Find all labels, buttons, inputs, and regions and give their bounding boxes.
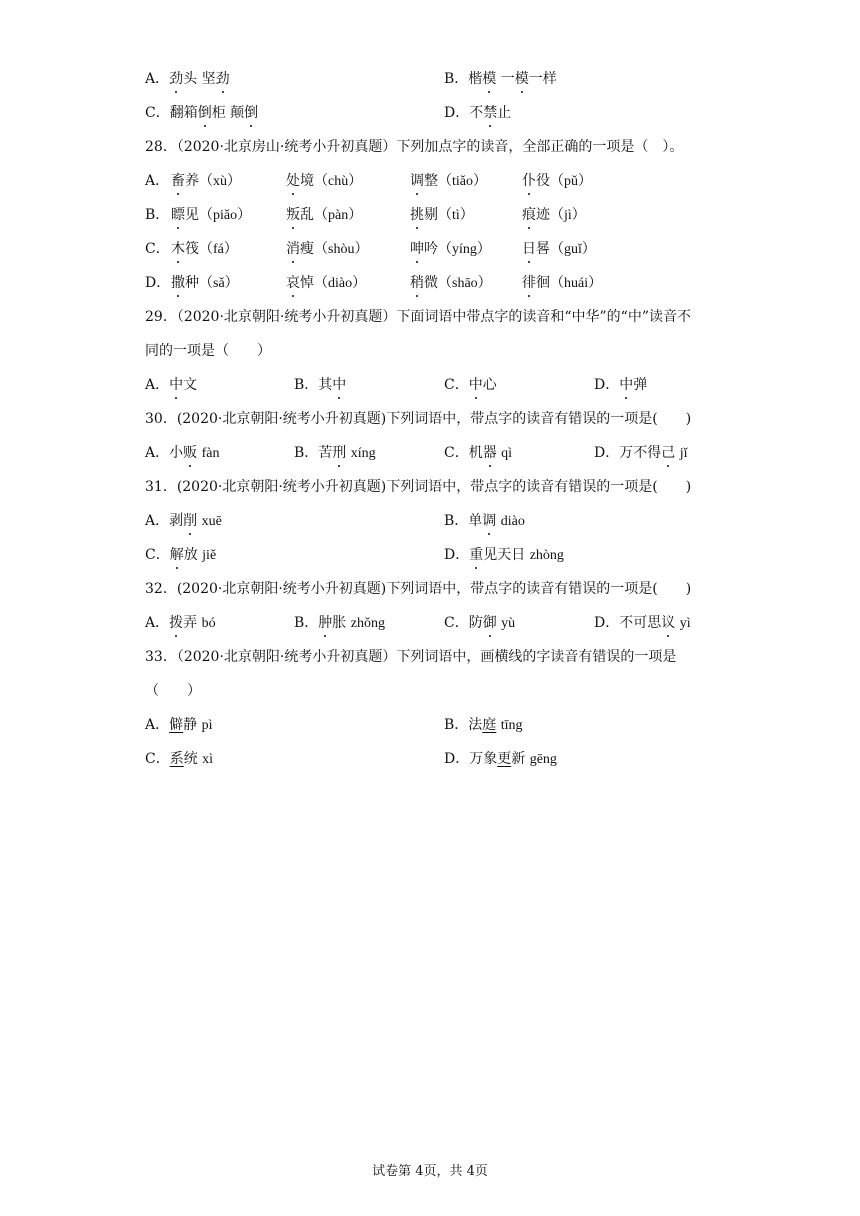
pinyin: xuē — [201, 514, 222, 529]
word-rest: 乱 — [300, 207, 314, 223]
q31-option-c — [145, 544, 216, 566]
q28-word-item — [410, 272, 492, 294]
q32-option-a — [145, 612, 216, 634]
option-letter: D． — [594, 445, 620, 461]
dotted-char: 仆 — [522, 170, 536, 192]
word-part: 静 — [183, 717, 198, 733]
dotted-char: 中 — [619, 374, 633, 396]
underlined-char: 更 — [497, 751, 512, 767]
word-part: 心 — [482, 377, 497, 393]
q28-word-item — [171, 204, 251, 226]
pinyin: tīng — [500, 718, 523, 733]
q30-option-c — [444, 442, 512, 464]
q29-option-c — [444, 374, 497, 396]
option-letter: D． — [444, 751, 470, 767]
word-rest: 微 — [424, 275, 438, 291]
q31-option-d — [444, 544, 564, 566]
dotted-char: 贩 — [183, 442, 197, 464]
word-rest: 晷 — [536, 241, 550, 257]
q28-option-row — [145, 272, 170, 294]
dotted-char: 器 — [483, 442, 497, 464]
q28-option-row — [145, 170, 169, 192]
pinyin: jiě — [202, 548, 217, 563]
word-rest: 悼 — [300, 275, 314, 291]
q28-word-item — [286, 238, 368, 260]
pinyin: fàn — [201, 446, 220, 461]
pinyin: （piǎo） — [199, 208, 252, 223]
option-letter: A． — [145, 445, 170, 461]
pinyin: pì — [201, 718, 213, 733]
q32-stem: 32．(2020·北京朝阳·统考小升初真题)下列词语中，带点字的读音有错误的一项是( ) — [145, 581, 692, 597]
q29-option-b — [294, 374, 346, 396]
word-rest: 种 — [185, 275, 199, 291]
pinyin: xíng — [350, 446, 376, 461]
pinyin: zhǒng — [350, 616, 385, 631]
word-part: 统 — [183, 751, 198, 767]
word-part: 万不得 — [619, 445, 662, 461]
word-rest: 吟 — [424, 241, 438, 257]
q28-option-row — [145, 204, 169, 226]
q32-option-d — [594, 612, 691, 634]
pinyin: yì — [679, 616, 691, 631]
dotted-char: 瞟 — [171, 204, 185, 226]
option-letter: D． — [145, 275, 171, 291]
word-part: 文 — [183, 377, 198, 393]
underlined-char: 系 — [169, 751, 184, 767]
dotted-char: 禁 — [483, 102, 497, 124]
q28-stem: 28．（2020·北京房山·统考小升初真题）下列加点字的读音，全部正确的一项是（ ）。 — [145, 139, 684, 155]
q32-option-c — [444, 612, 515, 634]
dotted-char: 御 — [483, 612, 497, 634]
option-letter: A． — [145, 377, 170, 393]
word-part: 新 — [511, 751, 526, 767]
word-rest: 养 — [185, 173, 199, 189]
word-rest: 筏 — [185, 241, 199, 257]
word-rest: 瘦 — [300, 241, 314, 257]
dotted-char: 解 — [170, 544, 184, 566]
q30-option-b — [294, 442, 376, 464]
q29-stem-line2: 同的一项是（ ） — [145, 343, 271, 359]
dotted-char: 叛 — [286, 204, 300, 226]
dotted-char: 中 — [169, 374, 183, 396]
word-part: 万象 — [469, 751, 498, 767]
q33-option-a — [145, 714, 212, 736]
word-rest: 整 — [424, 173, 438, 189]
option-letter: A． — [145, 513, 170, 529]
q33-option-c — [145, 748, 213, 770]
word-rest: 剔 — [424, 207, 438, 223]
word-rest: 迹 — [536, 207, 550, 223]
option-letter: A． — [145, 173, 170, 189]
q30-stem: 30．(2020·北京朝阳·统考小升初真题)下列词语中，带点字的读音有错误的一项是( ) — [145, 411, 692, 427]
q31-option-b — [444, 510, 525, 532]
dotted-char: 削 — [183, 510, 197, 532]
word-part: 机 — [468, 445, 483, 461]
q28-word-item — [171, 238, 238, 260]
q33-option-d — [444, 748, 557, 770]
pinyin: （pǔ） — [550, 174, 592, 189]
dotted-char: 倒 — [244, 102, 258, 124]
word-part: 单 — [468, 513, 483, 529]
q31-stem: 31．(2020·北京朝阳·统考小升初真题)下列词语中，带点字的读音有错误的一项是( ) — [145, 479, 692, 495]
word-rest: 境 — [300, 173, 314, 189]
word-part: 剥 — [169, 513, 184, 529]
q27-option-c: C．翻箱倒柜 颠倒 — [145, 102, 258, 124]
dotted-char: 哀 — [286, 272, 300, 294]
q29-option-a — [145, 374, 197, 396]
q28-word-item — [286, 204, 362, 226]
word-part: 弄 — [183, 615, 198, 631]
dotted-char: 刑 — [332, 442, 346, 464]
dotted-char: 调 — [410, 170, 424, 192]
dotted-char: 徘 — [522, 272, 536, 294]
q28-word-item — [522, 238, 596, 260]
word-part: 弹 — [633, 377, 648, 393]
option-letter: D． — [444, 547, 470, 563]
dotted-char: 稍 — [410, 272, 424, 294]
pinyin: （diào） — [314, 276, 367, 291]
pinyin: （fá） — [199, 242, 238, 257]
dotted-char: 重 — [469, 544, 483, 566]
dotted-char: 呻 — [410, 238, 424, 260]
q31-option-a — [145, 510, 222, 532]
word-part: 苦 — [318, 445, 333, 461]
pinyin: （huái） — [550, 276, 603, 291]
pinyin: （yíng） — [438, 242, 491, 257]
q33-stem-line1: 33．（2020·北京朝阳·统考小升初真题）下列词语中，画横线的字读音有错误的一项是 — [145, 649, 677, 665]
pinyin: qì — [501, 446, 513, 461]
dotted-char: 己 — [661, 442, 675, 464]
pinyin: （jì） — [550, 208, 586, 223]
dotted-char: 撒 — [171, 272, 185, 294]
pinyin: xì — [202, 752, 214, 767]
q32-option-b — [294, 612, 385, 634]
q28-word-item — [410, 170, 487, 192]
q28-word-item — [522, 170, 592, 192]
dotted-char: 劲 — [216, 68, 230, 90]
q28-word-item — [171, 170, 241, 192]
q28-word-item — [286, 170, 362, 192]
dotted-char: 拨 — [169, 612, 183, 634]
q29-stem-line1: 29．（2020·北京朝阳·统考小升初真题）下面词语中带点字的读音和“中华”的“中”读音不 — [145, 309, 691, 325]
pinyin: （pàn） — [314, 208, 363, 223]
pinyin: （shòu） — [314, 242, 369, 257]
q28-word-item — [522, 272, 602, 294]
dotted-char: 木 — [171, 238, 185, 260]
page-footer: 试卷第 4页，共 4页 — [372, 1164, 488, 1179]
option-letter: D． — [594, 615, 620, 631]
word-part: 胀 — [332, 615, 347, 631]
dotted-char: 消 — [286, 238, 300, 260]
option-letter: C． — [145, 547, 170, 563]
word-part: 见天日 — [483, 547, 526, 563]
q33-option-b — [444, 714, 523, 736]
dotted-char: 劲 — [169, 68, 183, 90]
underlined-char: 僻 — [169, 717, 184, 733]
pinyin: （xù） — [199, 174, 241, 189]
word-rest: 见 — [185, 207, 199, 223]
dotted-char: 中 — [469, 374, 483, 396]
q27-option-d: D．不禁止 — [444, 102, 511, 124]
dotted-char: 日 — [522, 238, 536, 260]
word-part: 其 — [318, 377, 333, 393]
option-letter: B． — [145, 207, 170, 223]
option-letter: C． — [145, 241, 170, 257]
word-part: 防 — [468, 615, 483, 631]
option-letter: C． — [145, 751, 170, 767]
dotted-char: 模 — [482, 68, 496, 90]
word-rest: 徊 — [536, 275, 550, 291]
dotted-char: 痕 — [522, 204, 536, 226]
q28-word-item — [410, 238, 491, 260]
dotted-char: 肿 — [318, 612, 332, 634]
q28-word-item — [286, 272, 366, 294]
pinyin: （chù） — [314, 174, 363, 189]
q28-word-item — [410, 204, 474, 226]
pinyin: bó — [201, 616, 216, 631]
option-letter: C． — [444, 377, 469, 393]
dotted-char: 处 — [286, 170, 300, 192]
dotted-char: 调 — [482, 510, 496, 532]
word-part: 小 — [169, 445, 184, 461]
option-letter: B． — [294, 615, 319, 631]
dotted-char: 中 — [332, 374, 346, 396]
word-part: 法 — [468, 717, 483, 733]
option-letter: B． — [444, 513, 469, 529]
underlined-char: 庭 — [482, 717, 497, 733]
q28-option-row — [145, 238, 170, 260]
q27-option-a: A．劲头 坚劲 — [145, 68, 230, 90]
pinyin: gēng — [529, 752, 557, 767]
pinyin: （sǎ） — [199, 276, 239, 291]
pinyin: diào — [500, 514, 525, 529]
option-letter: B． — [294, 377, 319, 393]
pinyin: （shāo） — [438, 276, 492, 291]
q29-option-d — [594, 374, 647, 396]
option-letter: C． — [444, 615, 469, 631]
option-letter: A． — [145, 717, 170, 733]
pinyin: jǐ — [679, 446, 688, 461]
dotted-char: 畜 — [171, 170, 185, 192]
dotted-char: 倒 — [198, 102, 212, 124]
pinyin: （tì） — [438, 208, 474, 223]
option-letter: D． — [594, 377, 620, 393]
q33-stem-line2: （ ） — [145, 683, 201, 699]
option-letter: B． — [294, 445, 319, 461]
q28-word-item — [522, 204, 586, 226]
dotted-char: 模 — [515, 68, 529, 90]
word-rest: 役 — [536, 173, 550, 189]
q30-option-d — [594, 442, 687, 464]
option-letter: A． — [145, 615, 170, 631]
pinyin: zhòng — [529, 548, 564, 563]
q27-option-b: B．楷模 一模一样 — [444, 68, 557, 90]
pinyin: （tiǎo） — [438, 174, 487, 189]
pinyin: yù — [501, 616, 516, 631]
pinyin: （guǐ） — [550, 242, 596, 257]
q30-option-a — [145, 442, 219, 464]
option-letter: C． — [444, 445, 469, 461]
dotted-char: 挑 — [410, 204, 424, 226]
word-part: 放 — [183, 547, 198, 563]
q28-word-item — [171, 272, 239, 294]
word-part: 不可思 — [619, 615, 662, 631]
dotted-char: 议 — [661, 612, 675, 634]
option-letter: B． — [444, 717, 469, 733]
